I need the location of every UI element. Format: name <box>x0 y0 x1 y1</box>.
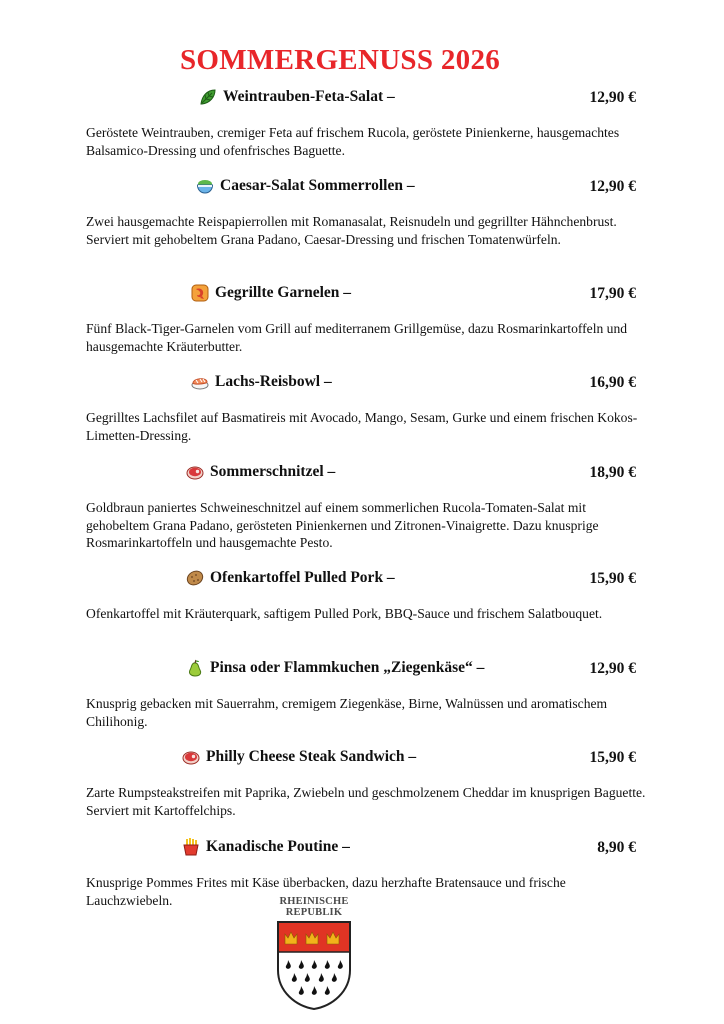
menu-item <box>0 88 724 158</box>
crest-shield-icon <box>276 920 352 1010</box>
meat-cut-icon <box>186 463 204 481</box>
item-name: Weintrauben-Feta-Salat – <box>223 88 395 105</box>
item-description: Gegrilltes Lachsfilet auf Basmatireis mit Avocado, Mango, Sesam, Gurke und einem frischen Kokos-Limetten-Dressing. <box>86 410 638 443</box>
item-price: 8,90 € <box>597 839 636 856</box>
item-name: Sommerschnitzel – <box>210 463 336 480</box>
menu-item <box>0 177 724 247</box>
item-description: Ofenkartoffel mit Kräuterquark, saftigem Pulled Pork, BBQ-Sauce und frischem Salatbouquet. <box>86 606 603 621</box>
item-name: Pinsa oder Flammkuchen „Ziegenkäse“ – <box>210 659 485 676</box>
item-description: Goldbraun paniertes Schweineschnitzel auf einem sommerlichen Rucola-Tomaten-Salat mit gehobeltem Grana Padano, gerösteten Pinienkernen und Zitronen-Vinaigrette. Dazu knusprige Rosmarinkartoffeln und hausgemachte Pesto. <box>86 500 599 550</box>
salad-bowl-icon <box>196 177 214 195</box>
menu-item <box>0 569 724 621</box>
item-name: Kanadische Poutine – <box>206 838 350 855</box>
french-fries-icon <box>182 838 200 856</box>
item-price: 16,90 € <box>589 374 636 391</box>
item-price: 18,90 € <box>589 464 636 481</box>
item-name: Ofenkartoffel Pulled Pork – <box>210 569 395 586</box>
item-price: 12,90 € <box>589 89 636 106</box>
crest-text-line2: REPUBLIK <box>285 907 343 918</box>
menu-item <box>0 463 724 550</box>
item-description: Knusprige Pommes Frites mit Käse überbacken, dazu herzhafte Bratensauce und frische Lauchzwiebeln. <box>86 875 566 908</box>
potato-icon <box>186 569 204 587</box>
item-name: Caesar-Salat Sommerrollen – <box>220 177 415 194</box>
item-price: 15,90 € <box>589 570 636 587</box>
menu-title: SOMMERGENUSS 2026 <box>179 44 501 76</box>
meat-cut-icon <box>182 748 200 766</box>
item-price: 12,90 € <box>589 660 636 677</box>
item-name: Lachs-Reisbowl – <box>215 373 332 390</box>
menu-item <box>0 748 724 818</box>
item-price: 15,90 € <box>589 749 636 766</box>
item-price: 12,90 € <box>589 178 636 195</box>
menu-item <box>0 284 724 354</box>
salmon-sushi-icon <box>191 373 209 391</box>
item-description: Geröstete Weintrauben, cremiger Feta auf frischem Rucola, geröstete Pinienkerne, hausgemachtes Balsamico-Dressing und ofenfrisches Baguette. <box>86 125 620 158</box>
menu-item <box>0 659 724 729</box>
item-name: Gegrillte Garnelen – <box>215 284 352 301</box>
item-price: 17,90 € <box>589 285 636 302</box>
menu-item <box>0 373 724 443</box>
crest-text-line1: RHEINISCHE <box>279 896 349 907</box>
item-description: Zarte Rumpsteakstreifen mit Paprika, Zwiebeln und geschmolzenem Cheddar im knusprigen Baguette. Serviert mit Kartoffelchips. <box>86 785 646 818</box>
item-description: Knusprig gebacken mit Sauerrahm, cremigem Ziegenkäse, Birne, Walnüssen und aromatischem Chilihonig. <box>86 696 608 729</box>
item-name: Philly Cheese Steak Sandwich – <box>206 748 417 765</box>
leafy-greens-icon <box>199 88 217 106</box>
pear-icon <box>186 659 204 677</box>
item-description: Zwei hausgemachte Reispapierrollen mit Romanasalat, Reisnudeln und gegrillter Hähnchenbrust. Serviert mit gehobeltem Grana Padano, Caesar-Dressing und frischen Tomatenwürfeln. <box>86 214 617 247</box>
item-description: Fünf Black-Tiger-Garnelen vom Grill auf mediterranem Grillgemüse, dazu Rosmarinkartoffeln und hausgemachte Kräuterbutter. <box>86 321 628 354</box>
shrimp-icon <box>191 284 209 302</box>
rheinische-republik-crest <box>270 896 358 1012</box>
